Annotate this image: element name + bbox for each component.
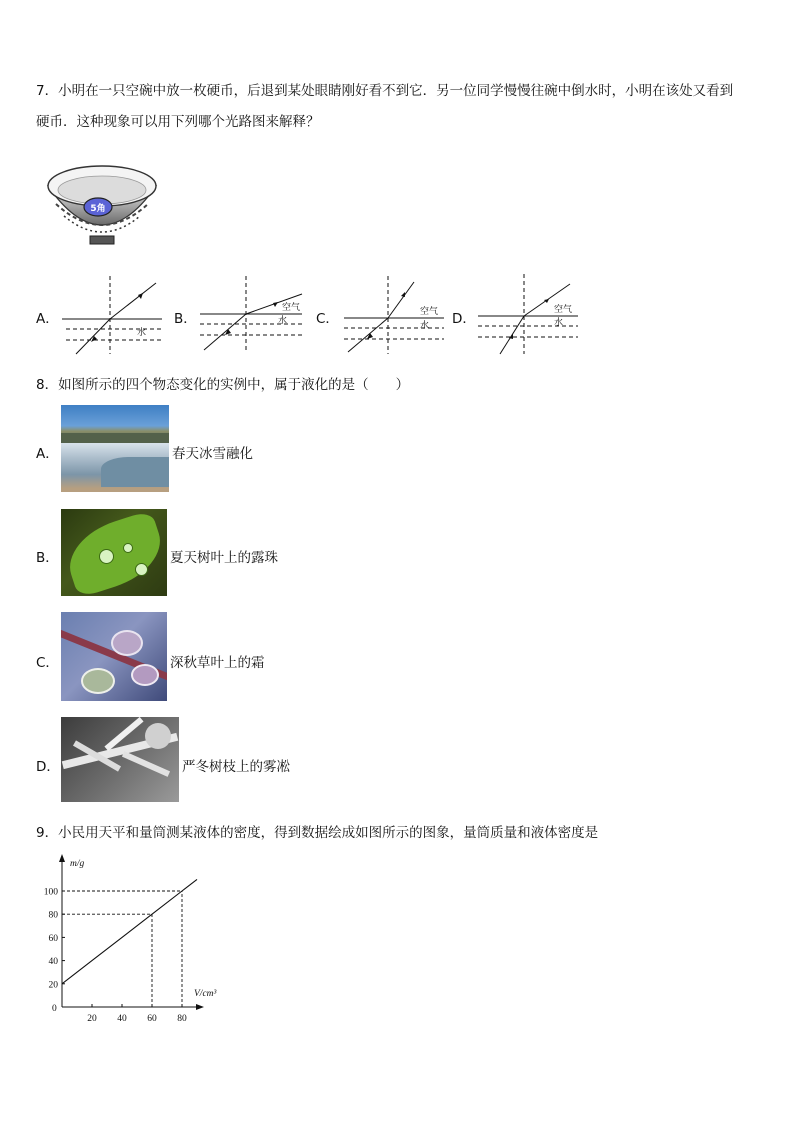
q7-d-water-label: 水: [554, 318, 564, 328]
q7-c-water-label: 水: [420, 321, 430, 331]
dew-on-leaf-photo: [61, 509, 167, 596]
question-9-stem: 9．小民用天平和量筒测某液体的密度，得到数据绘成如图所示的图象，量筒质量和液体密度是: [36, 825, 599, 841]
question-7-line-2: 硬币．这种现象可以用下列哪个光路图来解释？: [36, 114, 320, 130]
q8-option-c-letter: C．: [36, 655, 59, 671]
rime-on-branch-photo: [61, 717, 179, 802]
q7-d-air-label: 空气: [554, 305, 573, 315]
x-axis-label: V/cm³: [194, 989, 217, 999]
q7-option-d-letter: D．: [452, 311, 476, 327]
q8-option-d-text: 严冬树枝上的雾凇: [182, 759, 290, 775]
y-tick-label: 60: [48, 933, 58, 944]
q8-option-b-letter: B．: [36, 550, 59, 566]
q8-option-a-text: 春天冰雪融化: [172, 446, 253, 462]
y-tick-label: 20: [48, 980, 58, 991]
q8-option-c-text: 深秋草叶上的霜: [170, 655, 265, 671]
x-tick-label: 80: [177, 1014, 187, 1024]
y-tick-label: 40: [48, 957, 58, 968]
x-axis-arrow: [196, 1004, 204, 1010]
mass-volume-line: [62, 879, 197, 983]
q7-option-c-diagram: [340, 276, 446, 356]
q7-option-d-diagram: [476, 274, 582, 356]
bowl-with-coin-image: [44, 160, 160, 248]
question-8-stem: 8．如图所示的四个物态变化的实例中，属于液化的是（ ）: [36, 377, 410, 393]
q8-option-a-letter: A．: [36, 446, 59, 462]
x-tick-label: 20: [87, 1014, 97, 1024]
question-7-line-1: 7．小明在一只空碗中放一枚硬币，后退到某处眼睛刚好看不到它．另一位同学慢慢往碗中倒水时，小明在该处又看到: [36, 83, 734, 99]
q7-option-a-diagram: [62, 276, 164, 356]
q7-option-b-diagram: [198, 276, 306, 356]
y-axis-label: m/g: [70, 859, 85, 869]
q7-b-air-label: 空气: [282, 303, 301, 313]
q8-option-b-text: 夏天树叶上的露珠: [170, 550, 278, 566]
q7-option-a-letter: A．: [36, 311, 59, 327]
melting-ice-photo: [61, 405, 169, 492]
x-tick-label: 40: [117, 1014, 127, 1024]
y-tick-label: 100: [43, 887, 58, 898]
origin-label: 0: [52, 1004, 57, 1014]
q7-option-c-letter: C．: [316, 311, 339, 327]
y-tick-label: 80: [48, 910, 58, 921]
q7-option-b-letter: B．: [174, 311, 197, 327]
q7-c-air-label: 空气: [420, 307, 439, 317]
q8-option-d-letter: D．: [36, 759, 60, 775]
y-axis-arrow: [59, 854, 65, 862]
x-tick-label: 60: [147, 1014, 157, 1024]
q7-a-water-label: 水: [137, 328, 147, 338]
frost-on-grass-photo: [61, 612, 167, 701]
mass-volume-chart: [28, 852, 228, 1030]
q7-b-water-label: 水: [278, 316, 288, 326]
coin-label: 5角: [90, 204, 106, 214]
